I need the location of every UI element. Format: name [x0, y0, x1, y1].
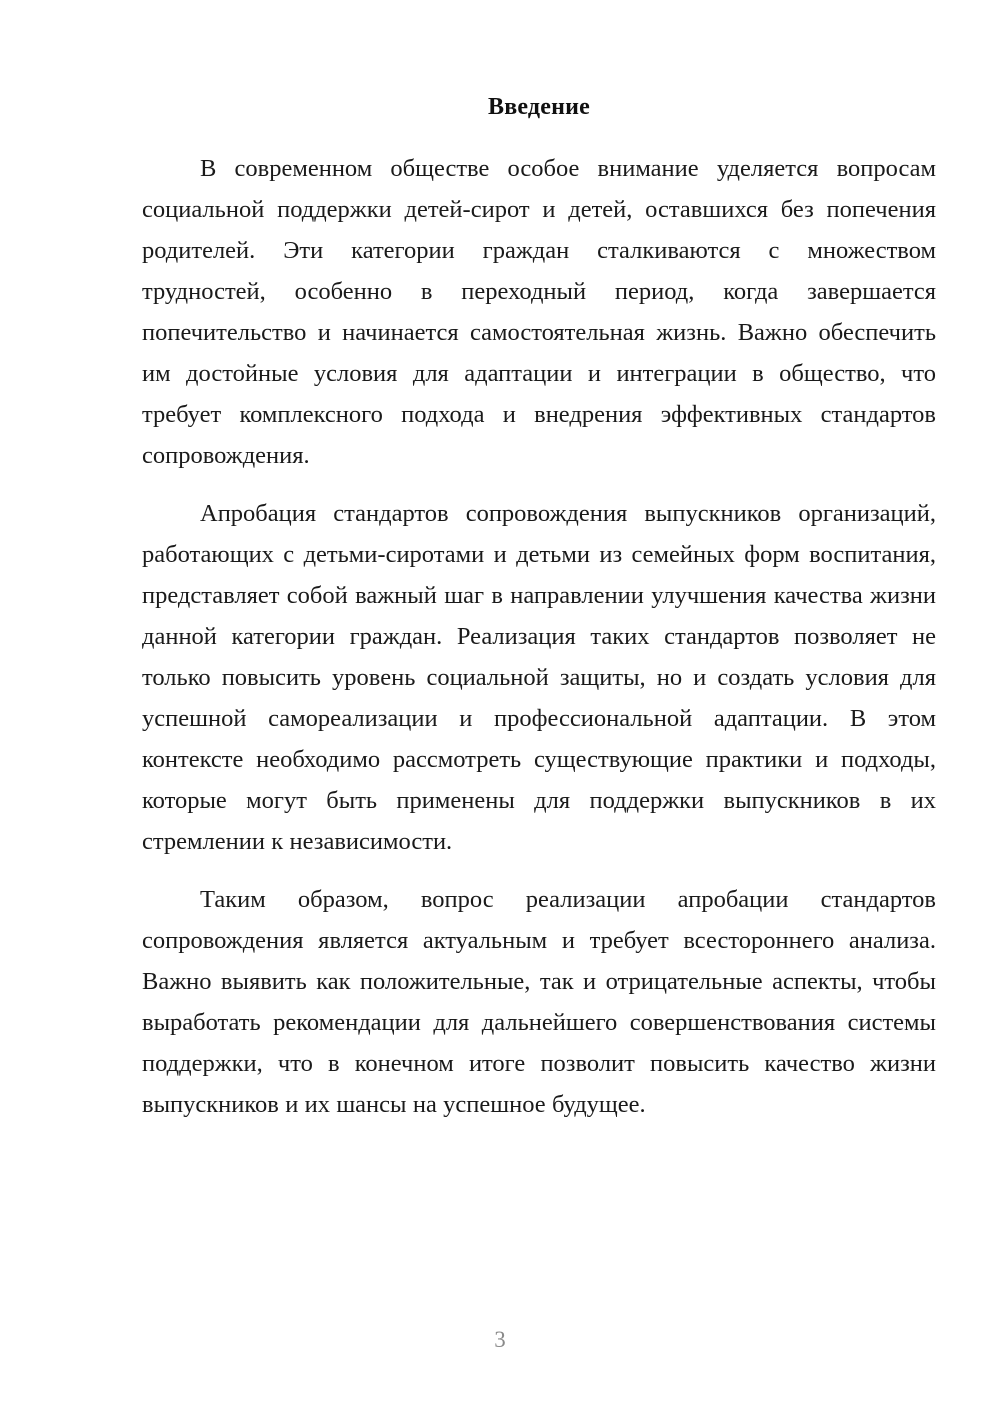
body-paragraph: В современном обществе особое внимание уделяется вопросам социальной поддержки детей-сирот и детей, оставшихся без попечения родителей. Эти категории граждан сталкиваются с множеством трудностей, особенно в переходный период, когда завершается попечительство и начинается самостоятельная жизнь. Важно обеспечить им достойные условия для адаптации и интеграции в общество, что требует комплексного подхода и внедрения эффективных стандартов сопровождения. [142, 155, 936, 469]
body-paragraph: Таким образом, вопрос реализации апробации стандартов сопровождения является актуальным и требует всестороннего анализа. Важно выявить как положительные, так и отрицательные аспекты, чтобы выработать рекомендации для дальнейшего совершенствования системы поддержки, что в конечном итоге позволит повысить качество жизни выпускников и их шансы на успешное будущее. [142, 886, 936, 1118]
body-paragraph: Апробация стандартов сопровождения выпускников организаций, работающих с детьми-сиротами и детьми из семейных форм воспитания, представляет собой важный шаг в направлении улучшения качества жизни данной категории граждан. Реализация таких стандартов позволяет не только повысить уровень социальной защиты, но и создать условия для успешной самореализации и профессиональной адаптации. В этом контексте необходимо рассмотреть существующие практики и подходы, которые могут быть применены для поддержки выпускников в их стремлении к независимости. [142, 500, 936, 855]
page-content [142, 92, 936, 1125]
page-title: Введение [487, 94, 590, 120]
page-number: 3 [494, 1327, 506, 1352]
